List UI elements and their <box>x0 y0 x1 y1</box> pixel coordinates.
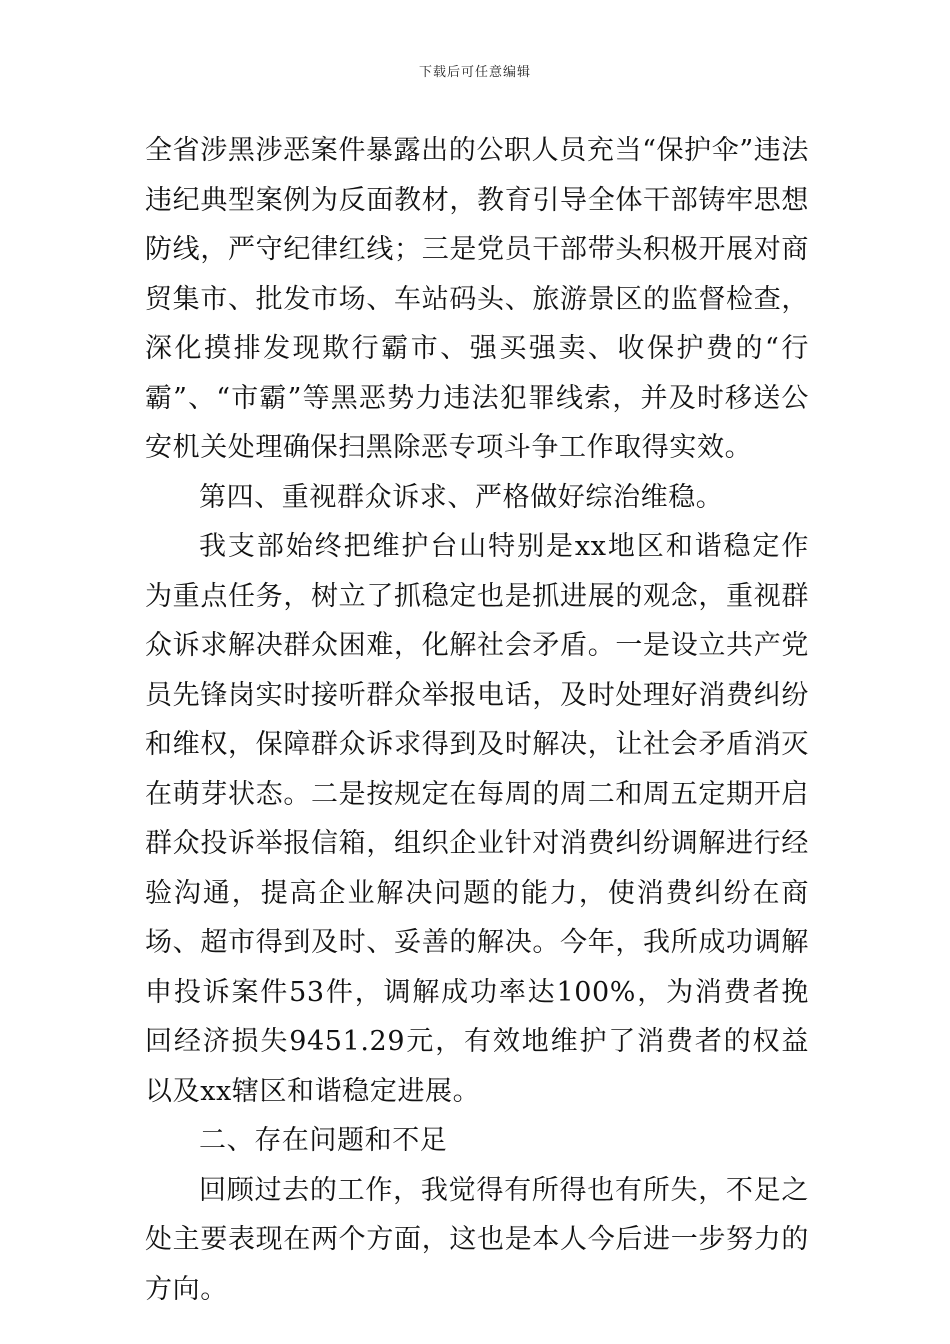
paragraph-stability: 我支部始终把维护台山特别是xx地区和谐稳定作为重点任务，树立了抓稳定也是抓进展的观念，重视群众诉求解决群众困难，化解社会矛盾。一是设立共产党员先锋岗实时接听群众举报电话，及时处理好消费纠纷和维权，保障群众诉求得到及时解决，让社会矛盾消灭在萌芽状态。二是按规定在每周的周二和周五定期开启群众投诉举报信箱，组织企业针对消费纠纷调解进行经验沟通，提高企业解决问题的能力，使消费纠纷在商场、超市得到及时、妥善的解决。今年，我所成功调解申投诉案件53件，调解成功率达100%，为消费者挽回经济损失9451.29元，有效地维护了消费者的权益以及xx辖区和谐稳定进展。 <box>145 531 809 1107</box>
section-heading-problems: 二、存在问题和不足 <box>199 1125 448 1156</box>
page-header: 下载后可任意编辑 <box>418 65 531 80</box>
section-heading-fourth: 第四、重视群众诉求、严格做好综治维稳。 <box>199 481 724 513</box>
paragraph-review: 回顾过去的工作，我觉得有所得也有所失，不足之处主要表现在两个方面，这也是本人今后进一步努力的方向。 <box>145 1174 809 1305</box>
document-body <box>145 126 809 1314</box>
paragraph-continuation: 全省涉黑涉恶案件暴露出的公职人员充当“保护伞”违法违纪典型案例为反面教材，教育引导全体干部铸牢思想防线，严守纪律红线；三是党员干部带头积极开展对商贸集市、批发市场、车站码头、旅游景区的监督检查，深化摸排发现欺行霸市、强买强卖、收保护费的“行霸”、“市霸”等黑恶势力违法犯罪线索，并及时移送公安机关处理确保扫黑除恶专项斗争工作取得实效。 <box>145 135 809 463</box>
